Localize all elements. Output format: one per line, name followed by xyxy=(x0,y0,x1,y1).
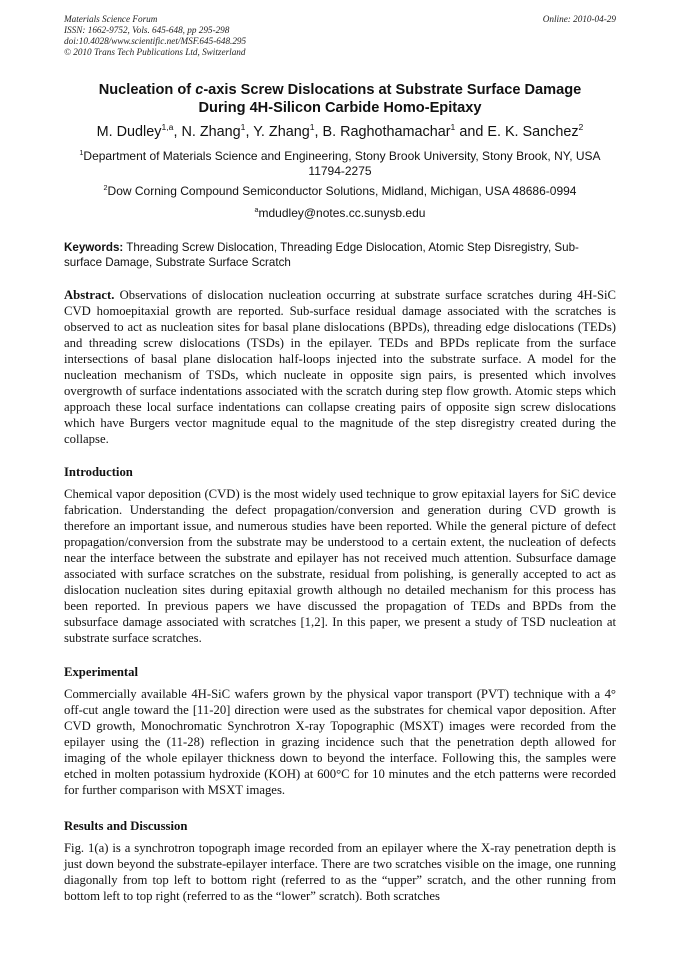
author-name: M. Dudley xyxy=(96,124,162,140)
keywords-label: Keywords: xyxy=(64,241,124,254)
title-line-2: During 4H-Silicon Carbide Homo-Epitaxy xyxy=(198,100,482,116)
title-text-a: Nucleation of xyxy=(98,82,196,98)
copyright-line: © 2010 Trans Tech Publications Ltd, Switzerland xyxy=(64,47,246,57)
abstract-paragraph xyxy=(64,287,616,447)
author-separator: , xyxy=(245,124,254,140)
affiliation-text: Department of Materials Science and Engineering, Stony Brook University, Stony Brook, NY, USA xyxy=(83,149,601,163)
author-name: N. Zhang xyxy=(181,124,241,140)
results-heading: Results and Discussion xyxy=(64,819,188,833)
author-list xyxy=(64,123,616,141)
affiliation-1 xyxy=(64,149,616,179)
author-separator: and xyxy=(455,124,488,140)
experimental-heading: Experimental xyxy=(64,665,139,679)
author-superscript: 1 xyxy=(309,122,315,133)
abstract-text: Observations of dislocation nucleation occurring at substrate surface scratches during 4H-SiC CVD homoepitaxial growth are reported. Sub-surface residual damage associated with the scratches is observed to act as nucleation sites for basal plane dislocations (BPDs), threading edge dislocations (TEDs) and threading screw dislocations (TSDs) in the epilayer. TEDs and BPDs replicate from the surface intersections of basal plane dislocation half-loops injected into the substrate surface. A model for the nucleation mechanism of TSDs, which nucleate in opposite sign pairs, is presented which involves overgrowth of surface indentations associated with the scratch during step flow growth. Atomic steps which approach these local surface indentations can collapse creating pairs of opposite sign screw dislocations which have Burgers vector magnitude equal to the magnitude of the step disregistry created during the collapse. xyxy=(64,288,616,446)
author-name: E. K. Sanchez xyxy=(487,124,579,140)
online-date: Online: 2010-04-29 xyxy=(542,14,616,24)
author-superscript: 1 xyxy=(450,122,456,133)
keywords-text: Threading Screw Dislocation, Threading Edge Dislocation, Atomic Step Disregistry, Sub-surface Damage, Substrate Surface Scratch xyxy=(64,241,579,269)
journal-name: Materials Science Forum xyxy=(64,14,158,24)
introduction-paragraph: Chemical vapor deposition (CVD) is the most widely used technique to grow epitaxial layers for SiC device fabrication. Understanding the defect propagation/conversion and generation during CVD growth is therefore an important issue, and numerous studies have been reported. While the general picture of defect propagation/conversion from the substrate may be understood to a certain extent, the nucleation of defects near the interface between the substrate and epilayer has not received much attention. Subsurface damage associated with surface scratches on the substrate, residual from polishing, is generally accepted to act as dislocation nucleation sites during epitaxial growth although no detailed mechanism for this process has been reported. In previous papers we have discussed the propagation of TEDs and BPDs from the subsurface damage associated with scratches [1,2]. In this paper, we present a study of TSD nucleation at substrate surface scratches. xyxy=(64,487,616,645)
affiliation-1-line-2: 11794-2275 xyxy=(308,164,372,178)
results-paragraph: Fig. 1(a) is a synchrotron topograph image recorded from an epilayer where the X-ray penetration depth is just down beyond the substrate-epilayer interface. There are two scratches visible on the image, one running diagonally from top left to bottom right (referred to as the “upper” scratch, and the other running from bottom left to top right (referred to as the “lower” scratch). Both scratches xyxy=(64,841,616,903)
affiliation-superscript: 1 xyxy=(79,148,84,157)
title-italic-c: c xyxy=(195,82,204,98)
author-name: B. Raghothamachar xyxy=(322,124,451,140)
experimental-paragraph: Commercially available 4H-SiC wafers grown by the physical vapor transport (PVT) technique with a 4° off-cut angle toward the [11-20] direction were used as the substrates for chemical vapor deposition. After CVD growth, Monochromatic Synchrotron X-ray Topographic (MSXT) images were recorded from the epilayer using the (11-28) reflection in grazing incidence such that the penetration depth allowed for imaging of the whole epilayer thickness down to beyond the interface. Following this, the samples were etched in molten potassium hydroxide (KOH) at 600°C for 10 minutes and the etch patterns were recorded for further comparison with MSXT images. xyxy=(64,687,616,797)
author-separator: , xyxy=(314,124,323,140)
issn-line: ISSN: 1662-9752, Vols. 645-648, pp 295-298 xyxy=(64,25,230,35)
abstract-label: Abstract. xyxy=(64,288,115,302)
introduction-heading: Introduction xyxy=(64,465,133,479)
email-text: mdudley@notes.cc.sunysb.edu xyxy=(258,206,426,220)
author-superscript: 1 xyxy=(240,122,246,133)
doi-line: doi:10.4028/www.scientific.net/MSF.645-648.295 xyxy=(64,36,247,46)
paper-title xyxy=(64,81,616,117)
affiliation-2 xyxy=(64,184,616,199)
author-superscript: 1,a xyxy=(161,122,174,133)
title-text-b: -axis Screw Dislocations at Substrate Surface Damage xyxy=(203,82,582,98)
author-name: Y. Zhang xyxy=(253,124,310,140)
affiliation-1-line-1 xyxy=(64,149,616,164)
journal-header xyxy=(64,14,616,58)
author-email xyxy=(64,206,616,221)
affiliation-text: Dow Corning Compound Semiconductor Solutions, Midland, Michigan, USA 48686-0994 xyxy=(107,184,577,198)
keywords-block xyxy=(64,240,616,270)
title-line-1 xyxy=(64,81,616,99)
author-superscript: 2 xyxy=(578,122,584,133)
email-superscript: a xyxy=(254,205,259,214)
affiliation-superscript: 2 xyxy=(103,183,108,192)
author-separator: , xyxy=(173,124,182,140)
